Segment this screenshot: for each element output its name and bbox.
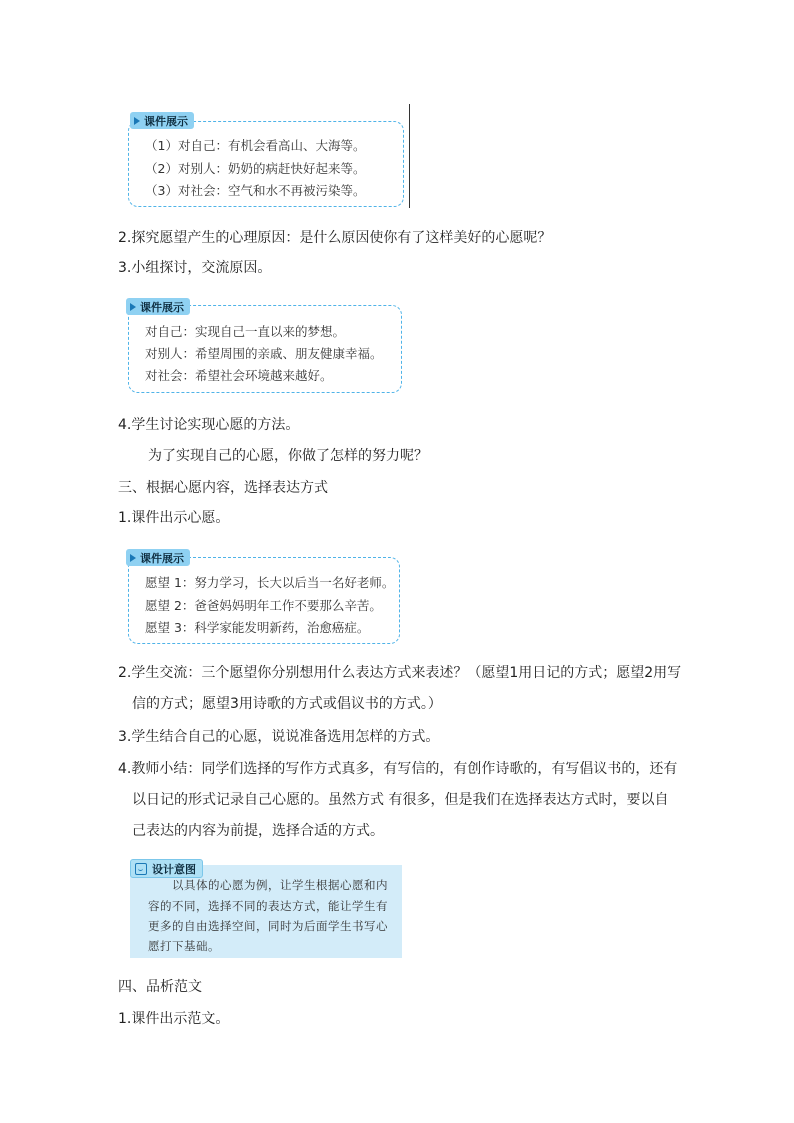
section-4-step-1: 1.课件出示范文。 xyxy=(118,1011,230,1027)
box1-item-1: （1）对自己：有机会看高山、大海等。 xyxy=(145,138,366,153)
vertical-rule xyxy=(409,104,410,208)
section-3-step-2-line-1: 2.学生交流：三个愿望你分别想用什么表达方式来表述？（愿望1用日记的方式；愿望2用写 xyxy=(118,665,682,681)
design-intent-line-2: 容的不同，选择不同的表达方式，能让学生有 xyxy=(148,899,388,913)
courseware-box-1 xyxy=(128,114,404,207)
box3-item-2: 愿望 2：爸爸妈妈明年工作不要那么辛苦。 xyxy=(145,598,382,613)
section-3-heading: 三、根据心愿内容，选择表达方式 xyxy=(118,480,328,496)
courseware-tag-3 xyxy=(126,549,190,566)
box2-item-1: 对自己：实现自己一直以来的梦想。 xyxy=(145,324,346,339)
section-3-step-4-line-3: 己表达的内容为前提，选择合适的方式。 xyxy=(132,823,384,839)
design-intent-line-1: 以具体的心愿为例，让学生根据心愿和内 xyxy=(172,878,388,892)
courseware-tag-label: 课件展示 xyxy=(144,114,188,128)
step-2: 2.探究愿望产生的心理原因：是什么原因使你有了这样美好的心愿呢？ xyxy=(118,230,552,246)
design-intent-box xyxy=(130,862,402,958)
box1-item-2: （2）对别人：奶奶的病赶快好起来等。 xyxy=(145,161,366,176)
courseware-tag-label: 课件展示 xyxy=(140,551,184,565)
design-intent-line-4: 愿打下基础。 xyxy=(148,939,220,953)
step-4: 4.学生讨论实现心愿的方法。 xyxy=(118,417,300,433)
design-intent-line-3: 更多的自由选择空间，同时为后面学生书写心 xyxy=(148,919,388,933)
courseware-tag-1 xyxy=(130,112,194,129)
section-3-step-2-line-2: 信的方式；愿望3用诗歌的方式或倡议书的方式。） xyxy=(132,696,442,712)
step-4-question: 为了实现自己的心愿，你做了怎样的努力呢？ xyxy=(148,448,428,464)
courseware-tag-2 xyxy=(126,298,190,315)
play-triangle-icon xyxy=(134,117,140,125)
section-3-step-4-line-1: 4.教师小结：同学们选择的写作方式真多，有写信的，有创作诗歌的，有写倡议书的，还有 xyxy=(118,761,678,777)
courseware-tag-label: 课件展示 xyxy=(140,300,184,314)
box3-item-3: 愿望 3：科学家能发明新药，治愈癌症。 xyxy=(145,620,370,635)
section-4-heading: 四、品析范文 xyxy=(118,979,202,995)
courseware-box-3 xyxy=(128,551,400,644)
box1-item-3: （3）对社会：空气和水不再被污染等。 xyxy=(145,183,366,198)
section-3-step-1: 1.课件出示心愿。 xyxy=(118,510,230,526)
play-triangle-icon xyxy=(130,554,136,562)
courseware-box-2 xyxy=(128,300,402,393)
box2-item-3: 对社会：希望社会环境越来越好。 xyxy=(145,368,333,383)
section-3-step-4-line-2: 以日记的形式记录自己心愿的。虽然方式 有很多，但是我们在选择表达方式时，要以自 xyxy=(132,792,669,808)
step-3: 3.小组探讨，交流原因。 xyxy=(118,260,272,276)
smile-icon xyxy=(135,863,147,875)
play-triangle-icon xyxy=(130,303,136,311)
box2-item-2: 对别人：希望周围的亲戚、朋友健康幸福。 xyxy=(145,346,383,361)
design-intent-tag-label: 设计意图 xyxy=(152,862,196,876)
section-3-step-3: 3.学生结合自己的心愿，说说准备选用怎样的方式。 xyxy=(118,729,440,745)
box3-item-1: 愿望 1：努力学习，长大以后当一名好老师。 xyxy=(145,575,395,590)
